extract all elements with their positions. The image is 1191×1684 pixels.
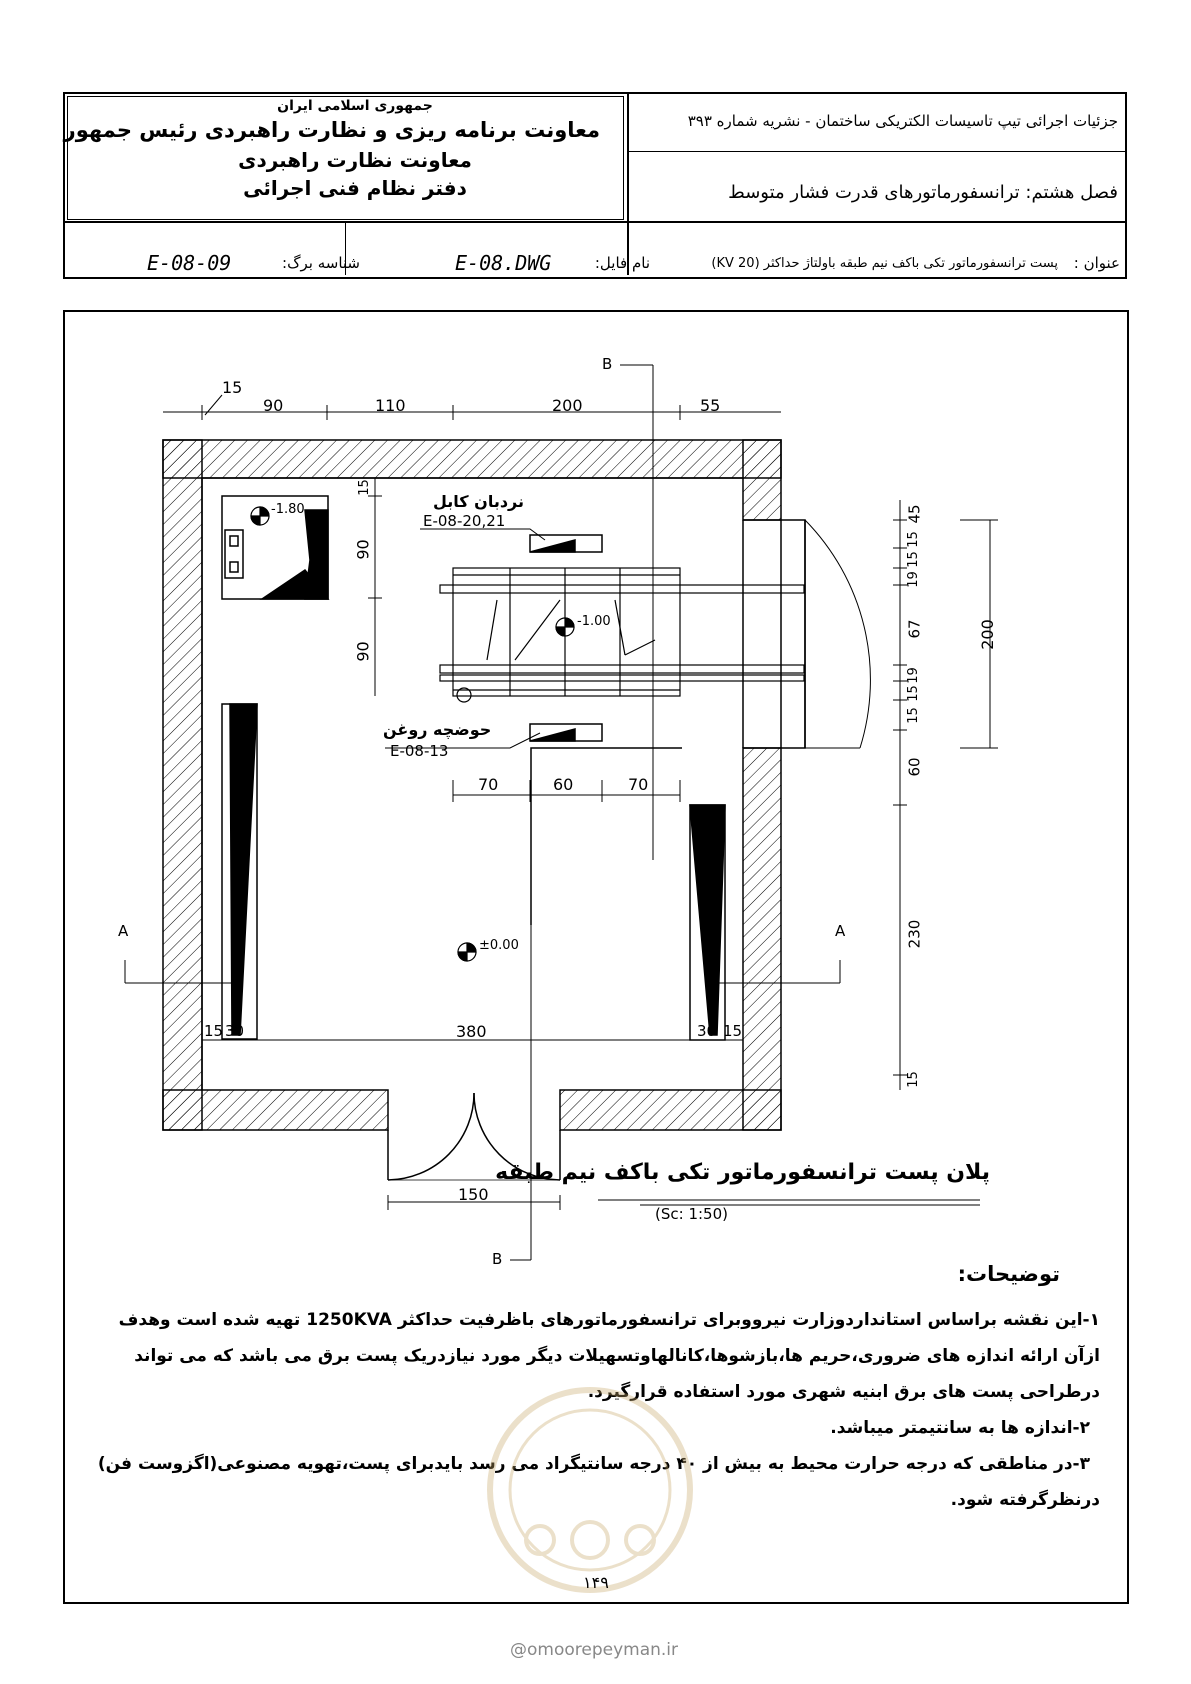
dim-top-55: 55: [700, 396, 721, 415]
publication-title: جزئیات اجرائی تیپ تاسیسات الکتریکی ساختمان - نشریه شماره ۳۹۳: [687, 112, 1118, 130]
note-1a: ۱-این نقشه براساس استانداردوزارت نیرووبرای ترانسفورماتورهای باظرفیت حداکثر 1250KVA تهیه شده است وهدف: [118, 1310, 1100, 1330]
dim-right-200: 200: [977, 619, 997, 650]
sheet-title-value: پست ترانسفورماتور تکی باکف نیم طبقه باولتاژ حداکثر (20 KV): [711, 256, 1058, 271]
org-line-4: دفتر نظام فنی اجرائی: [243, 176, 467, 200]
trays: [530, 535, 602, 741]
wall-top: [163, 440, 781, 478]
section-a-left: A: [118, 922, 129, 940]
page-number: ۱۴۹: [583, 1573, 609, 1592]
sheet-id-label: شناسه برگ:: [282, 254, 360, 272]
dim-right-19a: 19: [905, 571, 921, 588]
org-line-2: معاونت برنامه ریزی و نظارت راهبردی رئیس جمهور: [63, 118, 600, 142]
dim-top-15: 15: [222, 378, 243, 397]
dim-right-19b: 19: [905, 667, 921, 684]
org-line-1: جمهوری اسلامی ایران: [277, 98, 433, 114]
watermark-url: @omoorepeyman.ir: [510, 1640, 679, 1660]
vents: [222, 704, 725, 1040]
section-b-bottom: B: [492, 1250, 503, 1268]
dim-bottom-15b: 15: [723, 1022, 743, 1040]
note-1b: ازآن ارائه اندازه های ضروری،حریم ها،بازشوها،کانالهاوتسهیلات دیگر مورد نیازدریک پست برق می باشد که می تواند: [134, 1346, 1100, 1366]
wall-bottom-right: [560, 1090, 781, 1130]
dim-right-15d: 15: [905, 707, 921, 724]
transformer: [440, 568, 804, 702]
level-pit: -1.80: [271, 502, 305, 517]
dim-top-90: 90: [263, 396, 284, 415]
ref-oil-tank: E-08-13: [390, 742, 449, 760]
note-2: ۲-اندازه ها به سانتیمتر میباشد.: [830, 1418, 1090, 1438]
dim-right-230: 230: [905, 919, 924, 949]
dim-mid-60: 60: [553, 775, 574, 794]
dim-right-15c: 15: [905, 685, 921, 702]
label-oil-tank: حوضچه روغن: [383, 720, 492, 739]
note-3a: ۳-در مناطقی که درجه حرارت محیط به بیش از ۴۰ درجه سانتیگراد می رسد بایدبرای پست،تهویه مصنوعی(اگزوست فن): [97, 1454, 1090, 1474]
dim-mid-70b: 70: [628, 775, 649, 794]
section-b-top: B: [602, 355, 613, 373]
dim-top-110: 110: [375, 396, 406, 415]
dim-bottom-15a: 15: [204, 1022, 224, 1040]
dim-right-60: 60: [905, 757, 924, 777]
dim-bottom-30a: 30: [225, 1022, 245, 1040]
sheet-title-label: عنوان :: [1073, 254, 1120, 272]
ref-cable-ladder: E-08-20,21: [423, 512, 506, 530]
level-floor: ±0.00: [479, 938, 519, 953]
wall-bottom-left: [163, 1090, 388, 1130]
dim-door-150: 150: [458, 1185, 489, 1204]
wall-left: [163, 440, 202, 1130]
plan-scale: (Sc: 1:50): [655, 1205, 728, 1223]
chapter-title: فصل هشتم: ترانسفورماتورهای قدرت فشار متوسط: [728, 182, 1118, 203]
dim-right-15b: 15: [905, 551, 921, 568]
dim-bottom-30b: 30: [697, 1022, 717, 1040]
dim-right-15e: 15: [905, 1071, 921, 1088]
dim-left-90b: 90: [353, 641, 373, 662]
note-1c: درطراحی پست های برق ابنیه شهری مورد استفاده قرارگیرد.: [587, 1382, 1100, 1402]
plan-title: پلان پست ترانسفورماتور تکی باکف نیم طبقه: [495, 1160, 990, 1185]
dim-left-90a: 90: [353, 539, 373, 560]
wall-right-top: [743, 440, 781, 520]
file-name-value: E-08.DWG: [455, 251, 552, 275]
dim-mid-70a: 70: [478, 775, 499, 794]
wall-right-bottom: [743, 748, 781, 1130]
dim-top-200: 200: [552, 396, 583, 415]
dim-right-67: 67: [905, 619, 924, 639]
notes-heading: توضیحات:: [957, 1262, 1060, 1286]
org-line-3: معاونت نظارت راهبردی: [238, 148, 472, 172]
label-cable-ladder: نردبان کابل: [433, 492, 525, 511]
sheet-id-value: E-08-09: [147, 251, 232, 275]
dim-right-45: 45: [905, 504, 924, 524]
dim-right-15a: 15: [905, 531, 921, 548]
dim-bottom-380: 380: [456, 1022, 487, 1041]
dim-left-15: 15: [356, 479, 372, 496]
level-trafo: -1.00: [577, 614, 611, 629]
section-a-right: A: [835, 922, 846, 940]
file-name-label: نام فایل:: [594, 254, 650, 272]
note-3b: درنظرگرفته شود.: [950, 1490, 1100, 1510]
